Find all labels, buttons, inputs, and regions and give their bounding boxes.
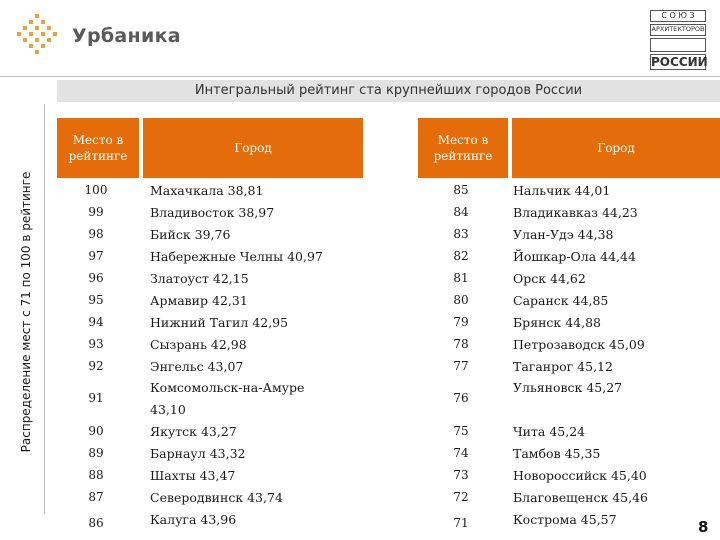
rank-cell: 74: [453, 446, 469, 460]
rank-cell: 83: [453, 227, 469, 241]
city-cell: Владикавказ 44,23: [513, 205, 638, 220]
city-cell: Саранск 44,85: [513, 293, 609, 308]
title-bar: [57, 80, 720, 102]
city-cell: Владивосток 38,97: [150, 205, 275, 220]
city-cell: Йошкар-Ола 44,44: [513, 249, 636, 264]
rank-cell: 96: [88, 271, 104, 285]
city-cell: Благовещенск 45,46: [513, 490, 649, 505]
right-rank-header: Место в рейтинге: [418, 118, 508, 178]
left-city-header: Город: [143, 118, 363, 178]
rank-cell: 85: [453, 183, 469, 197]
city-cell: Комсомольск-на-Амуре: [150, 380, 305, 395]
city-cell: Барнаул 43,32: [150, 446, 246, 461]
city-cell: Петрозаводск 45,09: [513, 337, 645, 352]
city-cell: Таганрог 45,12: [513, 359, 613, 374]
rank-cell: 71: [453, 516, 469, 530]
city-cell: Бийск 39,76: [150, 227, 231, 242]
architects-union-logo: [650, 10, 706, 68]
city-cell: Армавир 42,31: [150, 293, 248, 308]
rank-cell: 93: [88, 337, 104, 351]
rank-cell: 89: [88, 446, 104, 460]
city-cell: Новороссийск 45,40: [513, 468, 647, 483]
city-cell: Чита 45,24: [513, 424, 586, 439]
rank-cell: 79: [453, 315, 469, 329]
city-cell: Улан-Удэ 44,38: [513, 227, 614, 242]
union-logo-grid: [650, 38, 706, 52]
rank-cell: 91: [88, 391, 104, 405]
rank-cell: 88: [88, 468, 104, 482]
rank-cell: 92: [88, 359, 104, 373]
rank-cell: 84: [453, 205, 469, 219]
city-cell: Набережные Челны 40,97: [150, 249, 323, 264]
side-divider: [44, 104, 45, 514]
rank-cell: 95: [88, 293, 104, 307]
side-label: Распределение мест с 71 по 100 в рейтинге: [19, 171, 33, 453]
page-title: Интегральный рейтинг ста крупнейших городов России: [194, 83, 583, 98]
header-divider: [0, 76, 720, 77]
city-cell: Брянск 44,88: [513, 315, 601, 330]
union-logo-line3: РОССИИ: [651, 55, 708, 69]
city-cell-continued: 43,10: [150, 402, 186, 417]
city-cell: Сызрань 42,98: [150, 337, 247, 352]
city-cell: Нижний Тагил 42,95: [150, 315, 289, 330]
rank-cell: 90: [88, 424, 104, 438]
rank-cell: 77: [453, 359, 469, 373]
city-cell: Ульяновск 45,27: [513, 380, 623, 395]
rank-cell: 97: [88, 249, 104, 263]
rank-cell: 98: [88, 227, 104, 241]
city-cell: Нальчик 44,01: [513, 183, 611, 198]
rank-cell: 81: [453, 271, 469, 285]
page-header: [0, 0, 720, 76]
city-cell: Махачкала 38,81: [150, 183, 264, 198]
brand-name: Урбаника: [72, 25, 181, 47]
city-cell: Шахты 43,47: [150, 468, 236, 483]
union-logo-line1: С О Ю З: [650, 10, 706, 22]
city-cell: Златоуст 42,15: [150, 271, 249, 286]
rank-cell: 87: [88, 490, 104, 504]
rank-cell: 99: [88, 205, 104, 219]
page-number: 8: [698, 518, 709, 536]
rank-cell: 80: [453, 293, 469, 307]
rank-cell: 94: [88, 315, 104, 329]
rank-cell: 75: [453, 424, 469, 438]
union-logo-line2: АРХИТЕКТОРОВ: [650, 24, 706, 36]
left-rank-header: Место в рейтинге: [57, 118, 139, 178]
rank-cell: 72: [453, 490, 469, 504]
rank-cell: 82: [453, 249, 469, 263]
rank-cell: 86: [88, 516, 104, 530]
city-cell: Энгельс 43,07: [150, 359, 244, 374]
city-cell: Тамбов 45,35: [513, 446, 601, 461]
urbanika-diamond-logo-icon: [12, 12, 62, 62]
city-cell: Калуга 43,96: [150, 512, 237, 527]
city-cell: Кострома 45,57: [513, 512, 617, 527]
city-cell: Северодвинск 43,74: [150, 490, 283, 505]
city-cell: Орск 44,62: [513, 271, 586, 286]
rank-cell: 100: [84, 183, 108, 197]
rank-cell: 78: [453, 337, 469, 351]
rank-cell: 73: [453, 468, 469, 482]
rank-cell: 76: [453, 391, 469, 405]
city-cell: Якутск 43,27: [150, 424, 237, 439]
right-city-header: Город: [512, 118, 720, 178]
